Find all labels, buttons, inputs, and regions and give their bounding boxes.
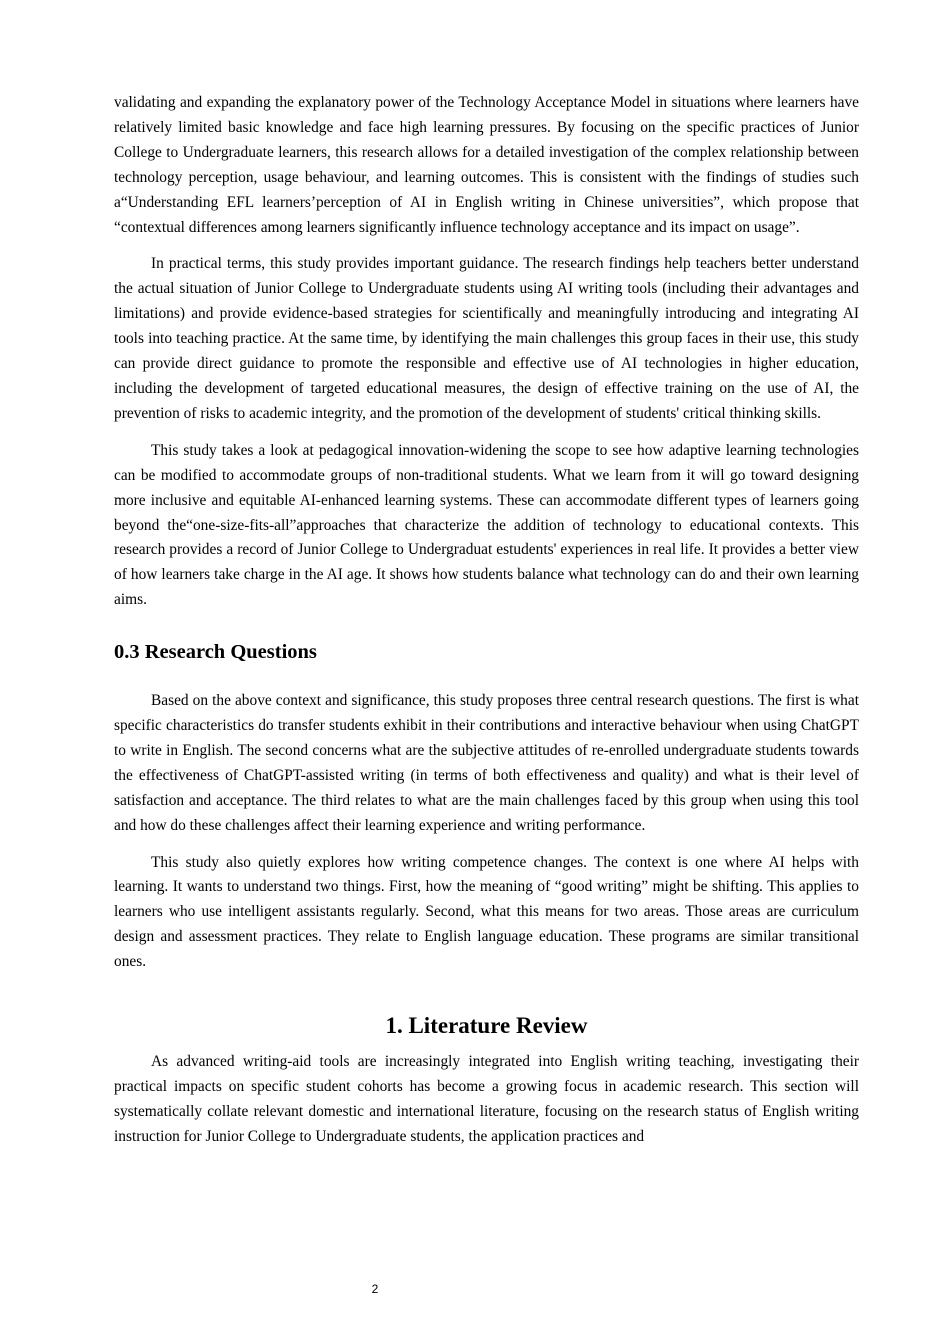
paragraph-tam-contribution: validating and expanding the explanatory power of the Technology Acceptance Model in situations where learners have relatively limited basic knowledge and face high learning pressures. By focusing on the specific practices of Junior College to Undergraduate learners, this research allows for a detailed investigation of the complex relationship between technology perception, usage behaviour, and learning outcomes. This is consistent with the findings of studies such a“Understanding EFL learners’perception of AI in English writing in Chinese universities”, which propose that “contextual differences among learners significantly influence technology acceptance and its impact on usage”. — [114, 94, 859, 236]
paragraph-research-questions: Based on the above context and significance, this study proposes three central research questions. The first is what specific characteristics do transfer students exhibit in their contributions and interactive behaviour when using ChatGPT to write in English. The second concerns what are the subjective attitudes of re-enrolled undergraduate students towards the effectiveness of ChatGPT-assisted writing (in terms of both effectiveness and quality) and what is their level of satisfaction and acceptance. The third relates to what are the main challenges faced by this group when using this tool and how do these challenges affect their learning experience and writing performance. — [114, 692, 859, 834]
chapter-heading-literature-review: 1. Literature Review — [385, 1013, 588, 1039]
paragraph-writing-competence: This study also quietly explores how writing competence changes. The context is one where AI helps with learning. It wants to understand two things. First, how the meaning of “good writing” might be shifting. This applies to learners who use intelligent assistants regularly. Second, what this means for two areas. Those areas are curriculum design and assessment practices. They relate to English language education. These programs are similar transitional ones. — [114, 853, 859, 971]
document-page — [114, 91, 859, 1162]
paragraph-literature-intro: As advanced writing-aid tools are increasingly integrated into English writing teaching, investigating their practical impacts on specific student cohorts has become a growing focus in academic research. This section will systematically collate relevant domestic and international literature, focusing on the research status of English writing instruction for Junior College to Undergraduate students, the application practices and — [114, 1053, 859, 1145]
page-number: 2 — [371, 1282, 379, 1296]
paragraph-pedagogical-innovation: This study takes a look at pedagogical innovation-widening the scope to see how adaptive learning technologies can be modified to accommodate groups of non-traditional students. What we learn from it will go toward designing more inclusive and equitable AI-enhanced learning systems. These can accommodate different types of learners going beyond the“one-size-fits-all”approaches that characterize the addition of technology to educational contexts. This research provides a record of Junior College to Undergraduat estudents' experiences in real life. It provides a better view of how learners take charge in the AI age. It shows how students balance what technology can do and their own learning aims. — [114, 441, 859, 609]
section-heading-research-questions: 0.3 Research Questions — [114, 641, 317, 664]
paragraph-practical-significance: In practical terms, this study provides important guidance. The research findings help teachers better understand the actual situation of Junior College to Undergraduate students using AI writing tools (including their advantages and limitations) and provide evidence-based strategies for scientifically and meaningfully introducing and integrating AI tools into teaching practice. At the same time, by identifying the main challenges this group faces in their use, this study can provide direct guidance to promote the responsible and effective use of AI technologies in higher education, including the development of targeted educational measures, the design of effective training on the use of AI, the prevention of risks to academic integrity, and the promotion of the development of students' critical thinking skills. — [114, 255, 859, 422]
